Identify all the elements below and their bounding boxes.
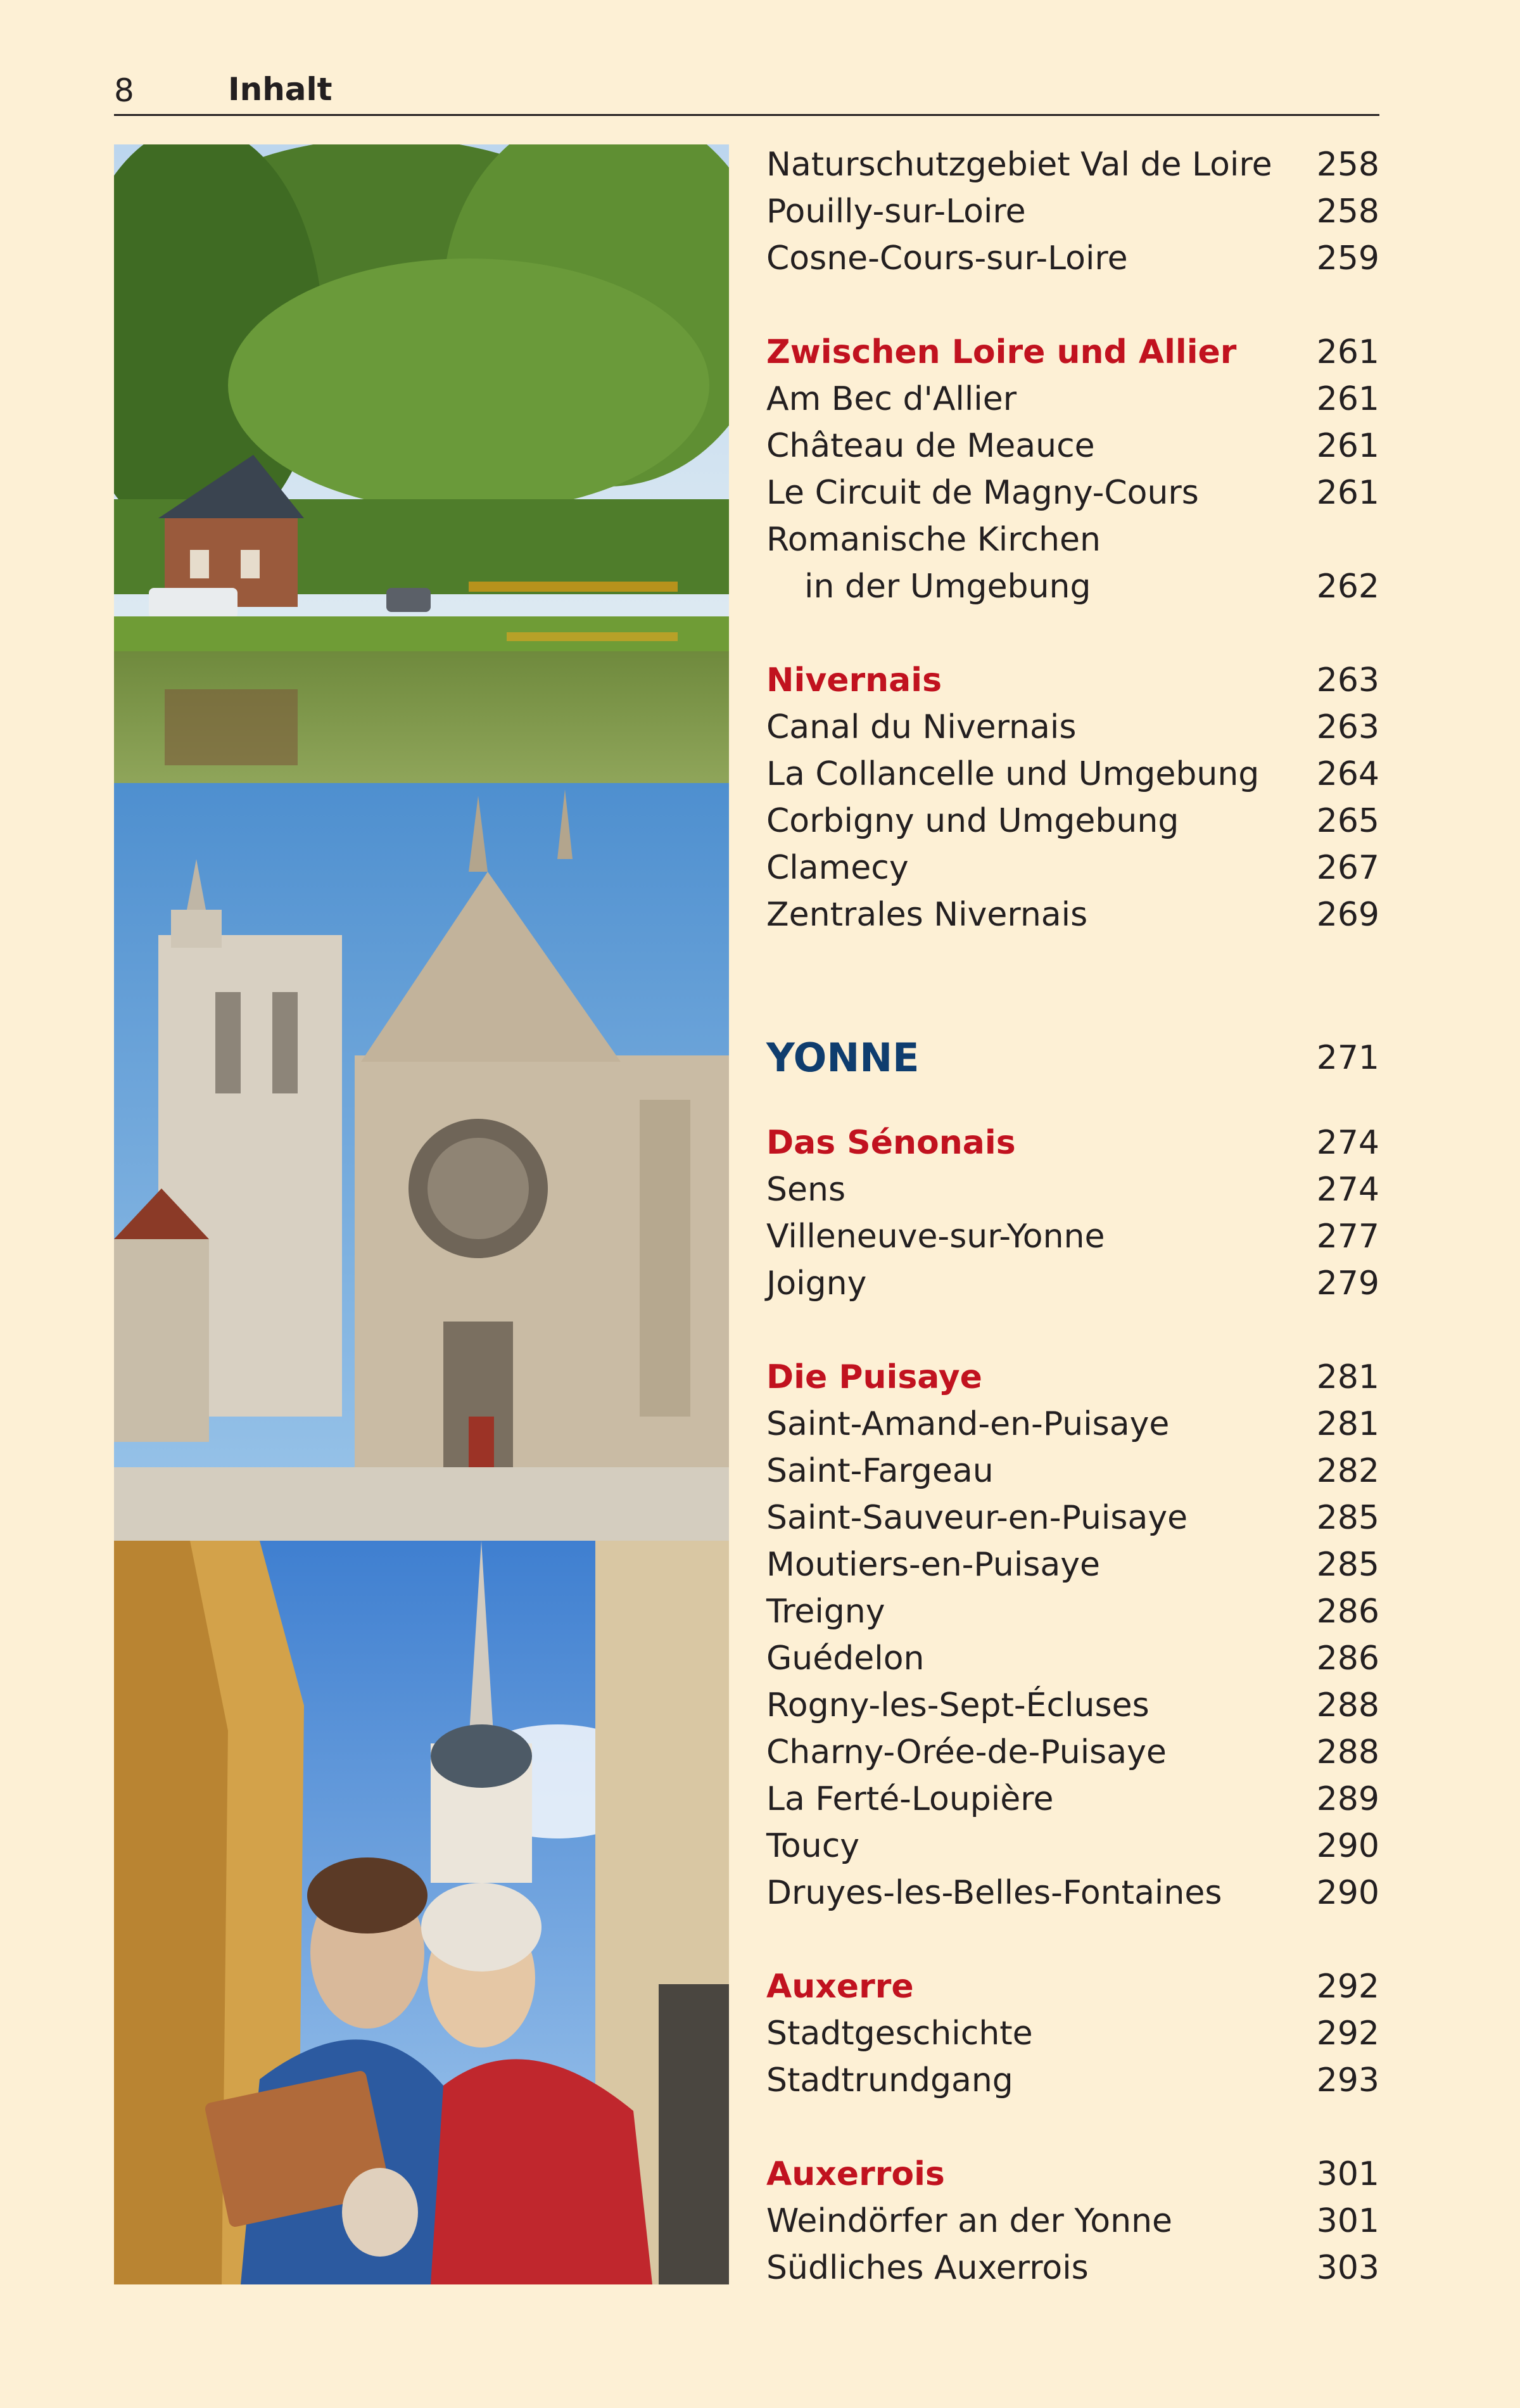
- toc-entry: [766, 2011, 1379, 2056]
- toc-entry: [766, 1730, 1379, 1775]
- toc-entry: [766, 1167, 1379, 1213]
- toc-entry-title: Die Puisaye: [766, 1358, 982, 1396]
- toc-page-number: 293: [1316, 2061, 1379, 2099]
- toc-page-number: 301: [1316, 2155, 1379, 2193]
- toc-entry: [766, 2245, 1379, 2291]
- toc-page-number: 290: [1316, 1827, 1379, 1865]
- toc-entry: [766, 2198, 1379, 2244]
- toc-entry-title: Château de Meauce: [766, 427, 1095, 465]
- toc-entry-title: Druyes-les-Belles-Fontaines: [766, 1874, 1222, 1912]
- toc-entry-title: La Ferté-Loupière: [766, 1780, 1054, 1818]
- toc-entry-title: Zentrales Nivernais: [766, 896, 1088, 934]
- photo-canal-lock-house: [114, 144, 729, 783]
- toc-entry: [766, 423, 1379, 469]
- toc-entry-title: Canal du Nivernais: [766, 708, 1077, 746]
- toc-entry-title: Am Bec d'Allier: [766, 380, 1017, 418]
- toc-entry-title: Charny-Orée-de-Puisaye: [766, 1733, 1167, 1771]
- toc-entry-title: Rogny-les-Sept-Écluses: [766, 1686, 1150, 1724]
- toc-entry: [766, 1495, 1379, 1541]
- toc-entry: [766, 1683, 1379, 1728]
- toc-entry: [766, 1401, 1379, 1447]
- toc-entry-title: Auxerre: [766, 1968, 914, 2006]
- toc-entry: [766, 517, 1379, 563]
- toc-entry-title: Toucy: [766, 1827, 860, 1865]
- toc-entry: [766, 236, 1379, 281]
- toc-entry-title: Zwischen Loire und Allier: [766, 333, 1237, 371]
- toc-section-heading: [766, 329, 1379, 375]
- toc-entry-title: Clamecy: [766, 849, 909, 887]
- toc-entry: [766, 470, 1379, 516]
- toc-entry: [766, 1542, 1379, 1588]
- toc-entry: [766, 892, 1379, 938]
- toc-page-number: 289: [1316, 1780, 1379, 1818]
- page-number: 8: [114, 72, 134, 109]
- toc-entry: [766, 1589, 1379, 1634]
- toc-page-number: 261: [1316, 380, 1379, 418]
- toc-page-number: 269: [1316, 896, 1379, 934]
- toc-page-number: 258: [1316, 146, 1379, 184]
- toc-entry-title: Pouilly-sur-Loire: [766, 193, 1026, 231]
- toc-page-number: 261: [1316, 427, 1379, 465]
- toc-page-number: 262: [1316, 568, 1379, 606]
- page-header: [114, 71, 1379, 116]
- toc-entry: [766, 798, 1379, 844]
- toc-page-number: 265: [1316, 802, 1379, 840]
- toc-page-number: 301: [1316, 2202, 1379, 2240]
- toc-page-number: 279: [1316, 1265, 1379, 1303]
- toc-entry-title: Cosne-Cours-sur-Loire: [766, 239, 1128, 277]
- toc-entry-title: Nivernais: [766, 661, 942, 699]
- toc-page-number: 288: [1316, 1733, 1379, 1771]
- toc-entry: [766, 564, 1379, 609]
- toc-entry-title: Südliches Auxerrois: [766, 2249, 1089, 2287]
- toc-entry: [766, 1261, 1379, 1306]
- toc-entry: [766, 2058, 1379, 2103]
- toc-entry-title: Naturschutzgebiet Val de Loire: [766, 146, 1272, 184]
- toc-page-number: 258: [1316, 193, 1379, 231]
- toc-page-number: 274: [1316, 1124, 1379, 1162]
- toc-entry: [766, 1776, 1379, 1822]
- toc-entry-title: Moutiers-en-Puisaye: [766, 1546, 1100, 1584]
- toc-entry: [766, 845, 1379, 891]
- toc-entry-title: Villeneuve-sur-Yonne: [766, 1218, 1105, 1256]
- toc-entry-title: La Collancelle und Umgebung: [766, 755, 1260, 793]
- toc-entry-title: Le Circuit de Magny-Cours: [766, 474, 1199, 512]
- toc-page-number: 271: [1316, 1039, 1379, 1077]
- toc-entry-title: Stadtgeschichte: [766, 2015, 1033, 2053]
- toc-section-heading: [766, 1964, 1379, 2010]
- photo-gothic-cathedral: [114, 783, 729, 1541]
- toc-page-number: 274: [1316, 1171, 1379, 1209]
- toc-entry-title: Guédelon: [766, 1640, 925, 1678]
- toc-entry: [766, 1448, 1379, 1494]
- toc-page-number: 263: [1316, 661, 1379, 699]
- photo-carved-wooden-figures: [114, 1541, 729, 2284]
- toc-entry: [766, 751, 1379, 797]
- toc-page-number: 264: [1316, 755, 1379, 793]
- toc-page-number: 288: [1316, 1686, 1379, 1724]
- toc-page-number: 281: [1316, 1358, 1379, 1396]
- toc-entry-title: Weindörfer an der Yonne: [766, 2202, 1173, 2240]
- toc-page-number: 261: [1316, 474, 1379, 512]
- toc-section-heading: [766, 658, 1379, 703]
- toc-page-number: 285: [1316, 1546, 1379, 1584]
- toc-page-number: 261: [1316, 333, 1379, 371]
- toc-entry-title: YONNE: [766, 1035, 920, 1081]
- toc-entry: [766, 1870, 1379, 1916]
- toc-page-number: 282: [1316, 1452, 1379, 1490]
- toc-entry-title: Treigny: [766, 1593, 885, 1631]
- toc-entry-title: Saint-Sauveur-en-Puisaye: [766, 1499, 1188, 1537]
- toc-section-heading: [766, 2151, 1379, 2197]
- toc-page-number: 267: [1316, 849, 1379, 887]
- page-title: Inhalt: [228, 71, 332, 108]
- toc-entry: [766, 142, 1379, 188]
- toc-page-number: 290: [1316, 1874, 1379, 1912]
- toc-entry-title: Corbigny und Umgebung: [766, 802, 1179, 840]
- toc-page-number: 286: [1316, 1593, 1379, 1631]
- toc-page-number: 281: [1316, 1405, 1379, 1443]
- toc-entry-title: Auxerrois: [766, 2155, 945, 2193]
- photo-column: [114, 144, 729, 2284]
- toc-entry: [766, 1636, 1379, 1681]
- toc-entry-title: Joigny: [766, 1265, 867, 1303]
- toc-entry-title: Das Sénonais: [766, 1124, 1016, 1162]
- toc-page-number: 292: [1316, 1968, 1379, 2006]
- toc-region-heading: [766, 1035, 1379, 1081]
- toc-section-heading: [766, 1354, 1379, 1400]
- toc-page-number: 263: [1316, 708, 1379, 746]
- toc-section-heading: [766, 1120, 1379, 1166]
- toc-page-number: 286: [1316, 1640, 1379, 1678]
- toc-entry-title: in der Umgebung: [804, 568, 1091, 606]
- toc-entry-title: Sens: [766, 1171, 846, 1209]
- toc-entry-title: Romanische Kirchen: [766, 521, 1101, 559]
- toc-page-number: 259: [1316, 239, 1379, 277]
- toc-page-number: 277: [1316, 1218, 1379, 1256]
- toc-entry: [766, 1823, 1379, 1869]
- toc-entry-title: Saint-Fargeau: [766, 1452, 994, 1490]
- toc-page-number: 303: [1316, 2249, 1379, 2287]
- toc-entry-title: Stadtrundgang: [766, 2061, 1013, 2099]
- toc-entry: [766, 376, 1379, 422]
- toc-entry: [766, 1214, 1379, 1259]
- toc-entry: [766, 189, 1379, 234]
- toc-entry-title: Saint-Amand-en-Puisaye: [766, 1405, 1170, 1443]
- toc-page-number: 285: [1316, 1499, 1379, 1537]
- toc-page-number: 292: [1316, 2015, 1379, 2053]
- toc-entry: [766, 704, 1379, 750]
